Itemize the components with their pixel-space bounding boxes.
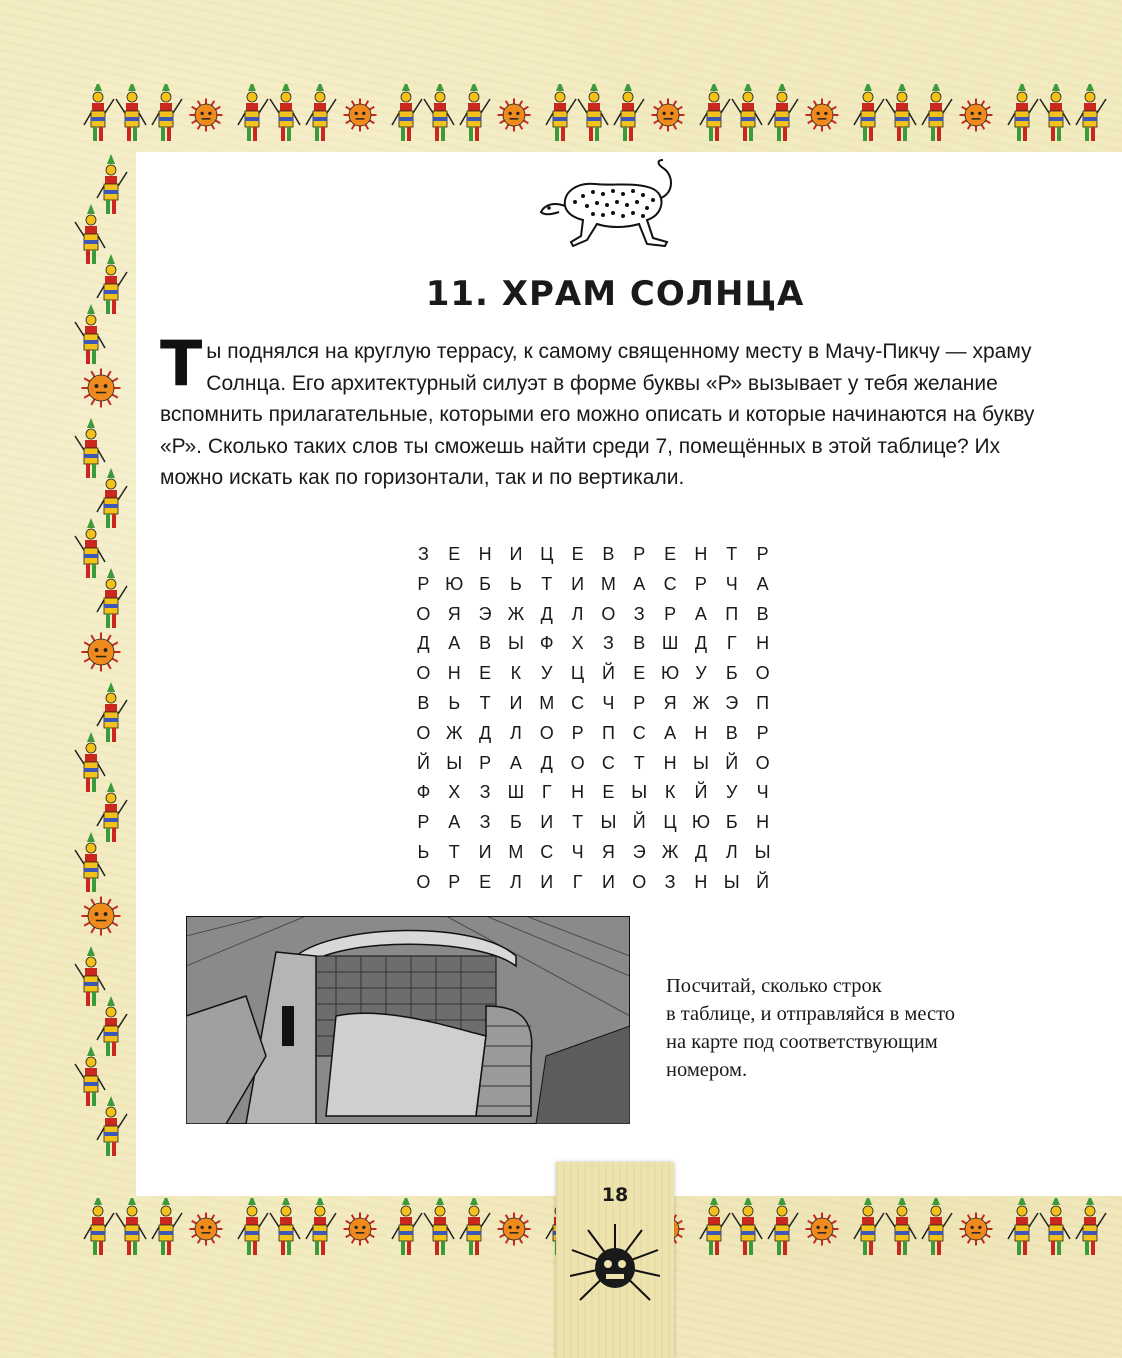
side-note-line: на карте под соответствующим: [666, 1031, 938, 1053]
warrior-figure-icon: [768, 1198, 798, 1255]
grid-cell: Н: [694, 871, 708, 892]
grid-cell: В: [725, 722, 738, 743]
warrior-figure-icon: [75, 832, 105, 892]
warrior-figure-icon: [1040, 84, 1070, 141]
grid-cell: Е: [664, 544, 677, 564]
grid-cell: Р: [633, 692, 646, 713]
grid-cell: С: [632, 722, 646, 743]
warrior-figure-icon: [97, 682, 127, 742]
intro-text: ы поднялся на круглую террасу, к самому священному месту в Мачу-Пикчу — храму Солнца. Его архитектурный силуэт в форме буквы «Р» вызывает у тебя желание вспомнить прилагательные, которыми его можно описать и которые начинаются на букву «Р». Сколько таких слов ты сможешь найти среди 7, помещённых в этой таблице? Их можно искать как по горизонтали, так и по вертикали.: [160, 340, 1035, 489]
warrior-figure-icon: [75, 418, 105, 478]
warrior-figure-icon: [700, 1198, 730, 1255]
grid-cell: Ь: [510, 573, 522, 594]
drop-cap: Т: [160, 327, 203, 400]
warrior-figure-icon: [97, 154, 127, 214]
grid-cell: Я: [601, 841, 615, 862]
warrior-figure-icon: [116, 84, 146, 141]
grid-cell: Н: [571, 782, 585, 803]
grid-cell: У: [541, 663, 553, 684]
grid-cell: У: [726, 782, 738, 803]
grid-cell: Л: [571, 603, 584, 624]
grid-cell: Ы: [631, 782, 648, 803]
warrior-figure-icon: [1076, 84, 1106, 141]
sun-emblem-icon: [652, 99, 685, 132]
warrior-figure-icon: [854, 84, 884, 141]
grid-cell: Й: [756, 871, 770, 892]
warrior-figure-icon: [424, 84, 454, 141]
grid-cell: А: [509, 752, 522, 773]
grid-cell: О: [416, 871, 431, 892]
warrior-figure-icon: [306, 1198, 336, 1255]
grid-cell: О: [416, 603, 431, 624]
sun-emblem-icon: [960, 99, 993, 132]
grid-cell: Е: [571, 544, 584, 564]
warrior-figure-icon: [886, 84, 916, 141]
jaguar-icon: [535, 158, 695, 250]
grid-cell: Р: [694, 573, 707, 594]
warrior-figure-icon: [460, 1198, 490, 1255]
grid-cell: И: [571, 573, 585, 594]
grid-cell: П: [756, 692, 770, 713]
grid-cell: О: [539, 722, 554, 743]
grid-cell: П: [601, 722, 615, 743]
side-note: [666, 972, 1066, 1084]
grid-cell: Д: [694, 841, 708, 862]
sun-emblem-icon: [960, 1213, 993, 1246]
warrior-figure-icon: [75, 1046, 105, 1106]
grid-cell: Н: [694, 544, 708, 564]
grid-cell: М: [539, 692, 555, 713]
warrior-figure-icon: [768, 84, 798, 141]
side-note-line: Посчитай, сколько строк: [666, 975, 882, 997]
grid-cell: Х: [571, 633, 584, 654]
temple-ruins-illustration: [186, 916, 630, 1124]
grid-cell: Й: [694, 782, 708, 803]
grid-cell: Ш: [507, 782, 525, 803]
grid-cell: Р: [756, 544, 769, 564]
warrior-figure-icon: [152, 84, 182, 141]
warrior-figure-icon: [854, 1198, 884, 1255]
grid-cell: С: [601, 752, 615, 773]
word-search-grid: [408, 540, 778, 898]
grid-cell: Ф: [539, 633, 554, 654]
grid-cell: А: [448, 812, 461, 833]
side-note-line: в таблице, и отправляйся в место: [666, 1003, 956, 1025]
grid-cell: Е: [479, 871, 492, 892]
sun-emblem-icon: [498, 99, 531, 132]
grid-cell: Б: [479, 573, 491, 594]
grid-cell: Э: [725, 692, 739, 713]
sun-emblem-icon: [82, 633, 121, 672]
grid-cell: О: [416, 722, 431, 743]
grid-cell: А: [756, 573, 769, 594]
grid-cell: Н: [756, 812, 770, 833]
sun-emblem-icon: [344, 1213, 377, 1246]
grid-cell: Н: [694, 722, 708, 743]
grid-cell: М: [508, 841, 524, 862]
grid-cell: З: [417, 544, 429, 564]
grid-cell: З: [479, 782, 491, 803]
grid-cell: Т: [541, 573, 553, 594]
warrior-figure-icon: [75, 946, 105, 1006]
warrior-figure-icon: [886, 1198, 916, 1255]
grid-cell: Т: [726, 544, 738, 564]
grid-cell: Ц: [663, 812, 677, 833]
grid-cell: С: [571, 692, 585, 713]
top-ornament-border: [80, 84, 1120, 146]
sun-emblem-icon: [82, 897, 121, 936]
warrior-figure-icon: [84, 1198, 114, 1255]
grid-cell: Б: [725, 663, 738, 684]
warrior-figure-icon: [546, 84, 576, 141]
sun-face-icon: [566, 1216, 664, 1316]
grid-cell: Ь: [448, 692, 461, 713]
grid-cell: З: [479, 812, 491, 833]
sun-emblem-icon: [190, 99, 223, 132]
grid-cell: Е: [479, 663, 492, 684]
grid-cell: П: [725, 603, 739, 624]
warrior-figure-icon: [116, 1198, 146, 1255]
warrior-figure-icon: [1076, 1198, 1106, 1255]
grid-cell: В: [417, 692, 430, 713]
page-number: 18: [601, 1184, 629, 1206]
grid-cell: У: [695, 663, 707, 684]
grid-cell: И: [540, 871, 554, 892]
sun-emblem-icon: [82, 369, 121, 408]
warrior-figure-icon: [922, 84, 952, 141]
grid-cell: И: [509, 692, 523, 713]
grid-cell: Т: [448, 841, 460, 862]
sun-emblem-icon: [344, 99, 377, 132]
grid-cell: Л: [510, 871, 522, 892]
grid-cell: А: [633, 573, 646, 594]
grid-cell: Я: [663, 692, 677, 713]
warrior-figure-icon: [270, 1198, 300, 1255]
warrior-figure-icon: [97, 468, 127, 528]
grid-cell: Р: [664, 603, 677, 624]
grid-cell: Ч: [602, 692, 615, 713]
grid-cell: Л: [510, 722, 522, 743]
intro-paragraph: [160, 327, 1060, 494]
grid-cell: Р: [756, 722, 769, 743]
grid-cell: С: [663, 573, 677, 594]
warrior-figure-icon: [1040, 1198, 1070, 1255]
warrior-figure-icon: [75, 304, 105, 364]
grid-cell: К: [510, 663, 522, 684]
grid-cell: Р: [448, 871, 461, 892]
grid-cell: З: [602, 633, 614, 654]
grid-cell: В: [633, 633, 646, 654]
warrior-figure-icon: [75, 204, 105, 264]
warrior-figure-icon: [1008, 1198, 1038, 1255]
grid-cell: Ж: [507, 603, 525, 624]
warrior-figure-icon: [270, 84, 300, 141]
grid-cell: В: [479, 633, 492, 654]
grid-cell: Ф: [416, 782, 431, 803]
grid-cell: Е: [633, 663, 646, 684]
grid-cell: Н: [478, 544, 492, 564]
grid-cell: Г: [541, 782, 552, 803]
warrior-figure-icon: [922, 1198, 952, 1255]
grid-cell: З: [664, 871, 676, 892]
grid-cell: Ы: [692, 752, 709, 773]
grid-cell: Г: [572, 871, 583, 892]
grid-cell: Д: [540, 603, 553, 624]
sun-emblem-icon: [806, 99, 839, 132]
grid-cell: Ы: [723, 871, 740, 892]
grid-cell: З: [633, 603, 645, 624]
grid-cell: Н: [447, 663, 461, 684]
warrior-figure-icon: [97, 1096, 127, 1156]
sun-emblem-icon: [806, 1213, 839, 1246]
grid-cell: Б: [510, 812, 522, 833]
grid-cell: О: [755, 752, 770, 773]
grid-cell: Р: [479, 752, 492, 773]
warrior-figure-icon: [97, 568, 127, 628]
grid-cell: Г: [726, 633, 737, 654]
grid-cell: Д: [694, 633, 708, 654]
grid-cell: Ч: [756, 782, 769, 803]
warrior-figure-icon: [84, 84, 114, 141]
left-ornament-border: [66, 150, 136, 1200]
grid-cell: Ш: [661, 633, 679, 654]
grid-cell: Ю: [445, 573, 464, 594]
grid-cell: Е: [448, 544, 461, 564]
grid-cell: Ы: [507, 633, 524, 654]
grid-cell: Н: [756, 633, 770, 654]
grid-cell: Ц: [540, 544, 554, 564]
grid-cell: Д: [540, 752, 553, 773]
grid-cell: М: [600, 573, 616, 594]
grid-cell: О: [416, 663, 431, 684]
grid-cell: Й: [416, 752, 430, 773]
grid-cell: Ц: [570, 663, 585, 684]
grid-cell: Р: [417, 573, 430, 594]
warrior-figure-icon: [97, 254, 127, 314]
grid-cell: И: [601, 871, 615, 892]
grid-cell: Й: [601, 663, 615, 684]
warrior-figure-icon: [1008, 84, 1038, 141]
grid-cell: Э: [478, 603, 492, 624]
grid-cell: А: [448, 633, 461, 654]
grid-cell: Ю: [691, 812, 710, 833]
side-note-line: номером.: [666, 1059, 748, 1081]
grid-cell: Р: [633, 544, 646, 564]
grid-cell: Ж: [661, 841, 679, 862]
warrior-figure-icon: [700, 84, 730, 141]
grid-cell: О: [570, 752, 585, 773]
warrior-figure-icon: [75, 732, 105, 792]
grid-cell: Э: [632, 841, 646, 862]
grid-cell: Д: [478, 722, 492, 743]
warrior-figure-icon: [732, 1198, 762, 1255]
warrior-figure-icon: [75, 518, 105, 578]
grid-cell: Д: [417, 633, 430, 654]
grid-cell: А: [664, 722, 677, 743]
page-number-tab: [556, 1162, 674, 1358]
warrior-figure-icon: [238, 84, 268, 141]
grid-cell: О: [601, 603, 616, 624]
grid-cell: Л: [725, 841, 738, 862]
grid-cell: О: [632, 871, 647, 892]
grid-cell: О: [755, 663, 770, 684]
grid-cell: И: [478, 841, 492, 862]
warrior-figure-icon: [578, 84, 608, 141]
grid-cell: Т: [633, 752, 645, 773]
warrior-figure-icon: [306, 84, 336, 141]
warrior-figure-icon: [460, 84, 490, 141]
grid-cell: В: [756, 603, 769, 624]
grid-cell: Р: [417, 812, 430, 833]
grid-cell: К: [664, 782, 676, 803]
grid-cell: И: [509, 544, 523, 564]
grid-cell: А: [694, 603, 707, 624]
grid-cell: Ж: [692, 692, 710, 713]
grid-cell: Е: [602, 782, 615, 803]
warrior-figure-icon: [152, 1198, 182, 1255]
grid-cell: Ь: [417, 841, 430, 862]
grid-cell: В: [602, 544, 615, 564]
grid-cell: Й: [725, 752, 739, 773]
grid-cell: Й: [632, 812, 646, 833]
warrior-figure-icon: [614, 84, 644, 141]
grid-cell: Н: [663, 752, 677, 773]
warrior-figure-icon: [732, 84, 762, 141]
sun-emblem-icon: [190, 1213, 223, 1246]
grid-cell: Ы: [754, 841, 771, 862]
warrior-figure-icon: [392, 84, 422, 141]
grid-cell: Х: [448, 782, 461, 803]
warrior-figure-icon: [97, 996, 127, 1056]
grid-cell: Р: [571, 722, 584, 743]
grid-cell: Ю: [660, 663, 680, 684]
warrior-figure-icon: [392, 1198, 422, 1255]
grid-cell: Ч: [571, 841, 584, 862]
grid-cell: Ч: [725, 573, 738, 594]
warrior-figure-icon: [97, 782, 127, 842]
grid-cell: Ы: [600, 812, 617, 833]
grid-cell: И: [540, 812, 554, 833]
grid-cell: Т: [572, 812, 584, 833]
grid-cell: Ы: [446, 752, 463, 773]
grid-cell: С: [540, 841, 554, 862]
grid-cell: Б: [725, 812, 738, 833]
warrior-figure-icon: [424, 1198, 454, 1255]
page-title: 11. ХРАМ СОЛНЦА: [425, 274, 805, 314]
grid-cell: Я: [447, 603, 461, 624]
grid-cell: Т: [479, 692, 491, 713]
warrior-figure-icon: [238, 1198, 268, 1255]
sun-emblem-icon: [498, 1213, 531, 1246]
grid-cell: Ж: [445, 722, 463, 743]
